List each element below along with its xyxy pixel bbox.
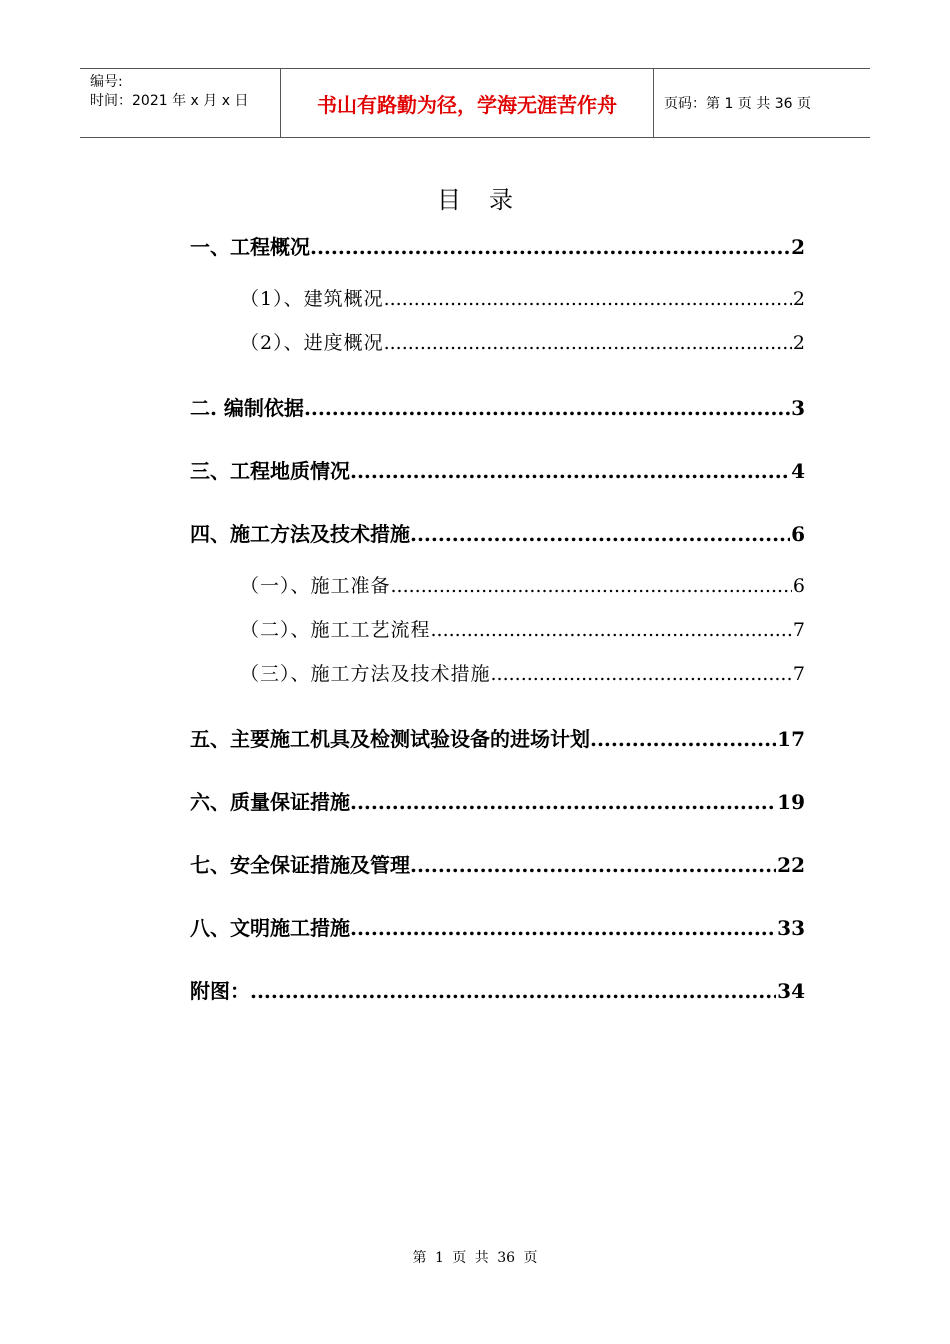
toc-entry[interactable] [190,522,805,546]
toc-entry[interactable] [190,979,805,1003]
toc-entry-text: 八、文明施工措施 [190,916,350,940]
toc-entry-text: 二. 编制依据 [190,396,304,420]
toc-entry-text: 三、工程地质情况 [190,459,350,483]
toc-entry-page: 2 [792,332,805,354]
toc-entry-page: 33 [777,916,805,940]
toc-entry-page: 3 [791,396,805,420]
toc-leader-dots [350,459,790,483]
toc-entry-text: （1）、建筑概况 [240,288,384,310]
toc-entry[interactable] [190,727,805,751]
toc-leader-dots [250,979,776,1003]
toc-leader-dots [350,790,776,814]
toc-entry-page: 7 [792,619,805,641]
toc-leader-dots [310,235,790,259]
toc-entry-text: 六、质量保证措施 [190,790,350,814]
toc-entry[interactable] [240,619,805,642]
toc-entry[interactable] [190,916,805,940]
page-footer: 第 1 页 共 36 页 [412,1250,538,1266]
toc-entry-text: 附图： [190,979,250,1003]
page-header [80,68,870,138]
toc-entry[interactable] [190,853,805,877]
toc-entry[interactable] [240,288,805,311]
toc-leader-dots [304,396,790,420]
toc-entry-page: 4 [791,459,805,483]
toc-entry-page: 22 [777,853,805,877]
toc-entry-text: （二）、施工工艺流程 [240,619,431,641]
header-left-cell [80,69,281,137]
toc-entry-text: 七、安全保证措施及管理 [190,853,410,877]
toc-entry[interactable] [240,663,805,686]
toc-entry-page: 2 [792,288,805,310]
toc-entry-page: 6 [791,522,805,546]
toc-title: 目录 [437,186,541,214]
toc-leader-dots [491,663,792,686]
toc-leader-dots [410,522,790,546]
toc-leader-dots [391,575,792,598]
toc-entry-page: 34 [777,979,805,1003]
toc-entry[interactable] [190,396,805,420]
toc-entry-text: （三）、施工方法及技术措施 [240,663,491,685]
toc-leader-dots [431,619,792,642]
toc-leader-dots [590,727,776,751]
toc-entry[interactable] [240,575,805,598]
toc-entry-page: 19 [777,790,805,814]
toc-entry-text: 一、工程概况 [190,235,310,259]
toc-entry-page: 17 [777,727,805,751]
toc-entry-page: 7 [792,663,805,685]
toc-entry-page: 2 [791,235,805,259]
toc-leader-dots [410,853,776,877]
toc-entry[interactable] [190,790,805,814]
toc-entry-text: 五、主要施工机具及检测试验设备的进场计划 [190,727,590,751]
toc-entry-text: （2）、进度概况 [240,332,384,354]
toc-entry-text: 四、施工方法及技术措施 [190,522,410,546]
toc-entry[interactable] [240,332,805,355]
toc-leader-dots [350,916,776,940]
toc-entry[interactable] [190,235,805,259]
toc-entry-page: 6 [792,575,805,597]
document-number-label: 编号: [90,74,123,90]
toc-leader-dots [384,288,792,311]
toc-leader-dots [384,332,792,355]
toc-entry[interactable] [190,459,805,483]
header-motto: 书山有路勤为径，学海无涯苦作舟 [281,69,654,137]
header-page-info: 页码：第 1 页 共 36 页 [664,96,811,112]
toc-entry-text: （一）、施工准备 [240,575,391,597]
document-time-label: 时间：2021 年 x 月 x 日 [90,93,249,109]
